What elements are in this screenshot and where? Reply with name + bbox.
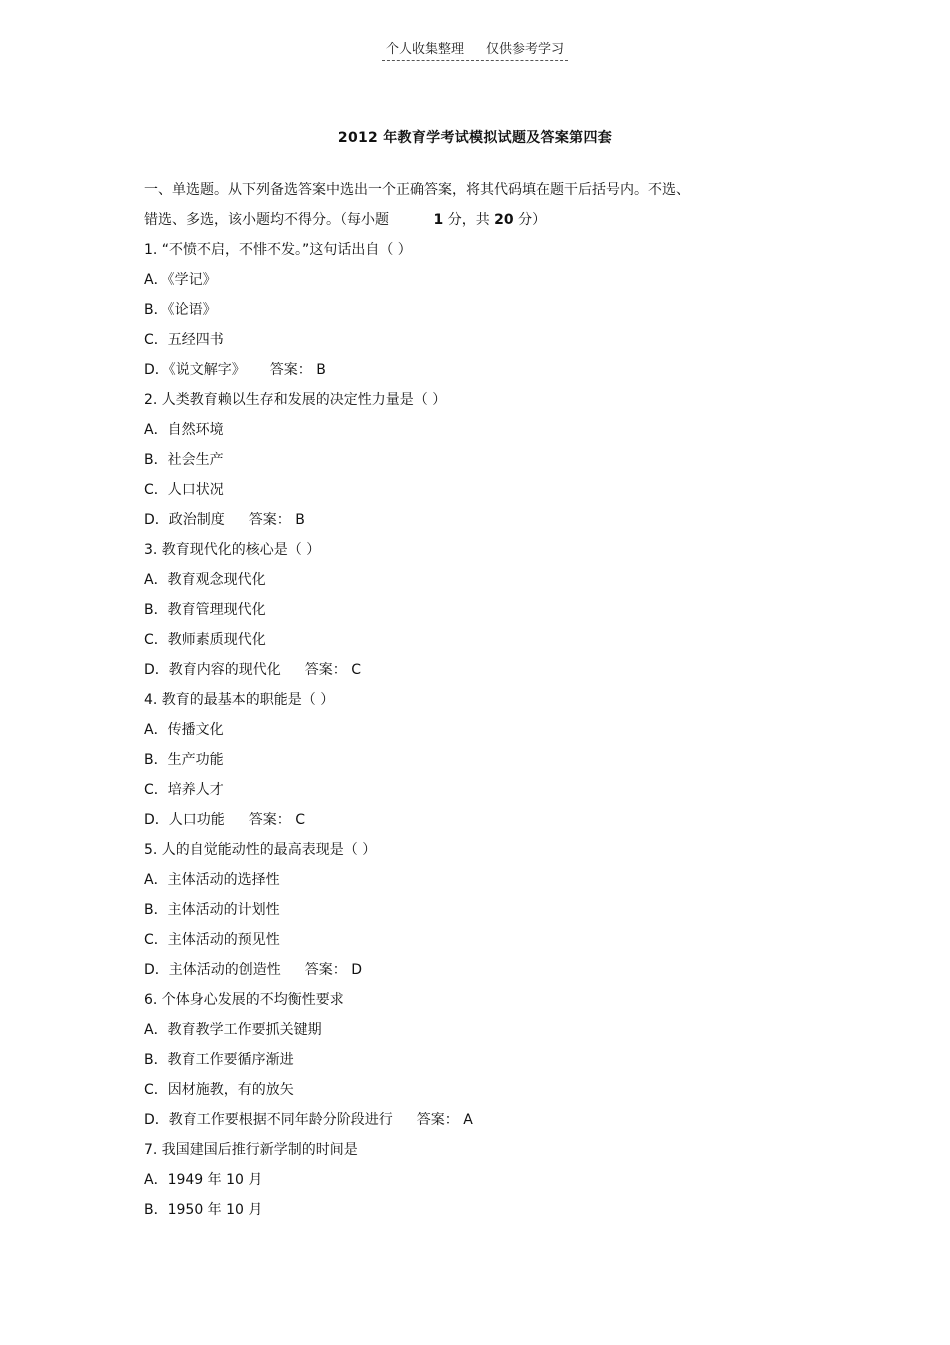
question-block [144,385,784,535]
option-line [144,895,784,925]
option-line [144,1105,784,1135]
answer-text: 答案： B [248,512,305,528]
option-text: C．教师素质现代化 [144,632,266,648]
option-text: B．生产功能 [144,752,224,768]
option-text: C．五经四书 [144,332,224,348]
option-line [144,775,784,805]
question-list [144,235,784,1225]
option-text: B．《论语》 [144,302,217,318]
question-block [144,235,784,385]
question-block [144,685,784,835]
option-line [144,1165,784,1195]
question-block [144,1135,784,1225]
points-total: 20 [494,212,514,228]
option-line [144,925,784,955]
option-text: C．因材施教，有的放矢 [144,1082,294,1098]
answer-text: 答案： C [248,812,306,828]
option-line [144,865,784,895]
question-block [144,835,784,985]
document-title: 2012 年教育学考试模拟试题及答案第四套 [337,130,613,146]
option-line [144,1075,784,1105]
question-stem: 4. 教育的最基本的职能是（ ） [144,692,335,708]
option-line [144,565,784,595]
option-text: C．培养人才 [144,782,224,798]
option-line [144,595,784,625]
option-text: D．教育内容的现代化 [144,662,281,678]
question-stem: 6. 个体身心发展的不均衡性要求 [144,992,344,1008]
page-header [0,38,950,61]
option-line [144,295,784,325]
option-text: B．教育工作要循序渐进 [144,1052,294,1068]
question-stem: 7. 我国建国后推行新学制的时间是 [144,1142,358,1158]
option-line [144,505,784,535]
option-line [144,265,784,295]
option-line [144,955,784,985]
option-text: A．1949 年 10 月 [144,1172,263,1188]
question-stem: 5. 人的自觉能动性的最高表现是（ ） [144,842,377,858]
question-block [144,985,784,1135]
question-stem: 2. 人类教育赖以生存和发展的决定性力量是（ ） [144,392,447,408]
option-line [144,1195,784,1225]
option-text: B．1950 年 10 月 [144,1202,263,1218]
option-line [144,325,784,355]
option-line [144,415,784,445]
option-text: A．自然环境 [144,422,224,438]
option-text: A．教育观念现代化 [144,572,266,588]
option-text: D．主体活动的创造性 [144,962,281,978]
answer-text: 答案： C [304,662,362,678]
instructions-line-1: 一、单选题。从下列备选答案中选出一个正确答案，将其代码填在题干后括号内。不选、 [144,182,690,198]
option-text: B．教育管理现代化 [144,602,266,618]
option-text: D．人口功能 [144,812,225,828]
option-line [144,355,784,385]
option-line [144,805,784,835]
option-text: D．《说文解字》 [144,362,246,378]
points-each: 1 [433,212,444,228]
answer-text: 答案： D [304,962,363,978]
document-body [144,175,784,1225]
answer-text: 答案： A [416,1112,473,1128]
option-line [144,655,784,685]
instructions-line-2: 错选、多选，该小题均不得分。（每小题 1 分，共 20 分） [144,212,547,228]
option-line [144,445,784,475]
option-text: A．教育教学工作要抓关键期 [144,1022,322,1038]
option-text: B．社会生产 [144,452,224,468]
question-stem: 1. “不愤不启，不悱不发。”这句话出自（ ） [144,242,412,258]
option-line [144,745,784,775]
option-line [144,475,784,505]
option-text: B．主体活动的计划性 [144,902,280,918]
header-underline [382,38,568,61]
header-right-text: 仅供参考学习 [486,42,565,57]
option-text: C．人口状况 [144,482,224,498]
header-left-text: 个人收集整理 [385,42,464,57]
option-text: A．《学记》 [144,272,217,288]
option-text: D．政治制度 [144,512,225,528]
option-line [144,1045,784,1075]
option-line [144,1015,784,1045]
question-stem: 3. 教育现代化的核心是（ ） [144,542,321,558]
option-text: A．主体活动的选择性 [144,872,280,888]
option-line [144,715,784,745]
option-line [144,625,784,655]
option-text: A．传播文化 [144,722,224,738]
answer-text: 答案： B [269,362,326,378]
question-block [144,535,784,685]
option-text: D．教育工作要根据不同年龄分阶段进行 [144,1112,393,1128]
option-text: C．主体活动的预见性 [144,932,280,948]
